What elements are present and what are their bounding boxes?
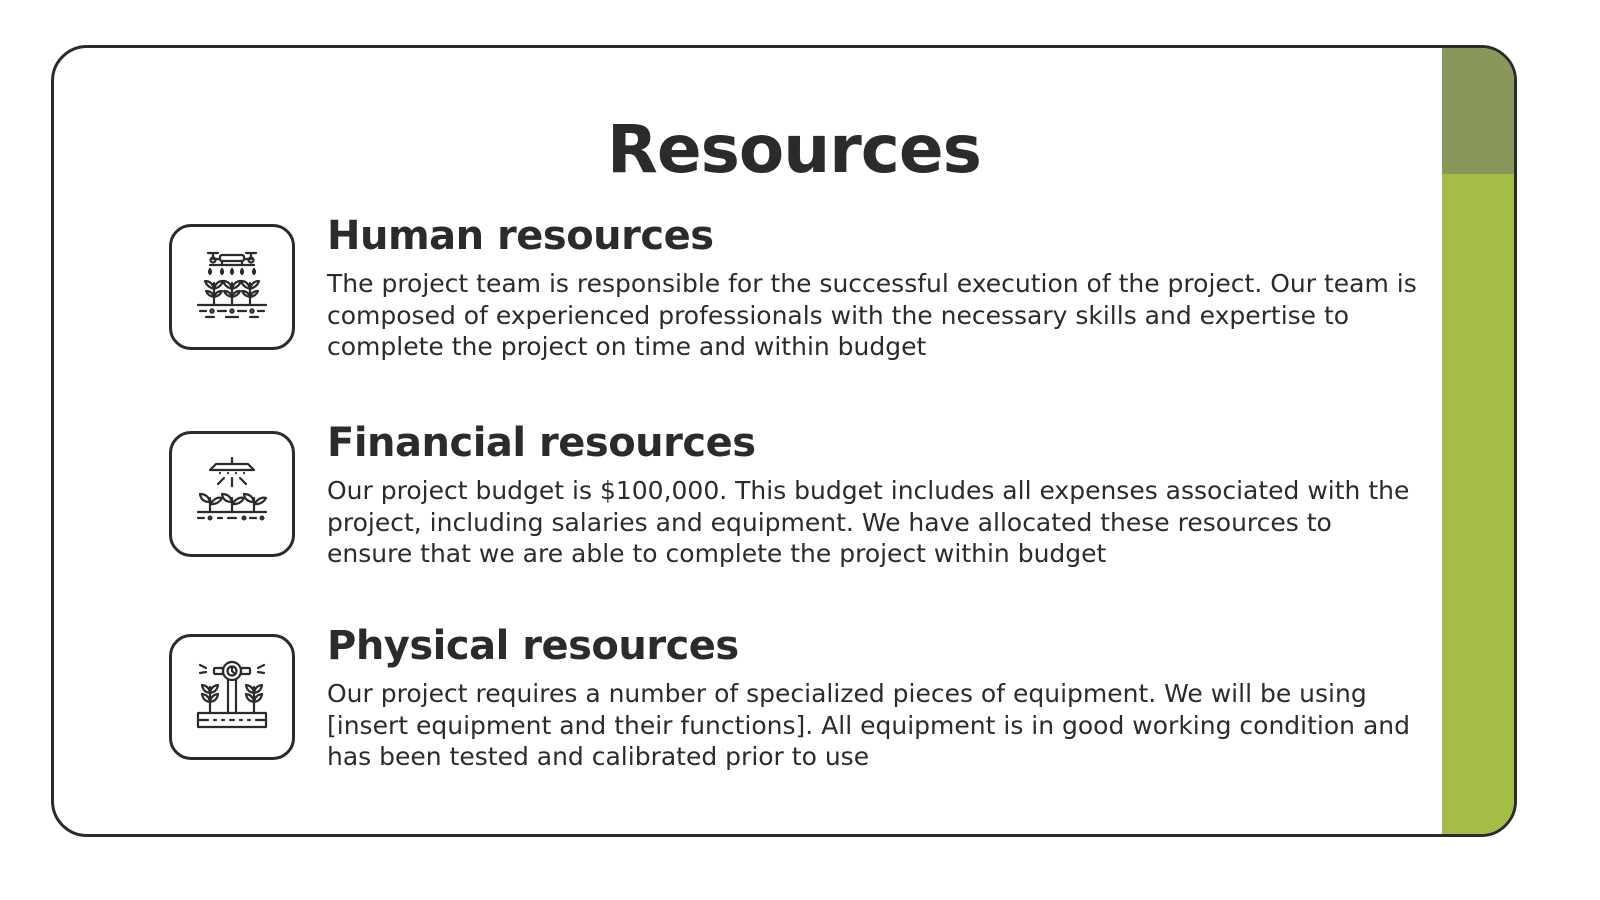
item-description: Our project budget is $100,000. This budget includes all expenses associated with the project, including salaries and equipment. We have allocated these resources to ensure that we are able to complete the project within budget: [327, 476, 1410, 568]
item-title: Financial resources: [327, 420, 756, 466]
item-description: Our project requires a number of specialized pieces of equipment. We will be using [insert equipment and their functions]. All equipment is in good working condition and has been tested and calibrated prior to use: [327, 679, 1410, 771]
accent-stripe-bottom: [1442, 174, 1514, 834]
drone-irrigation-icon: [169, 224, 295, 350]
item-description: The project team is responsible for the successful execution of the project. Our team is composed of experienced professionals with the necessary skills and expertise to complete the project on time and within budget: [327, 269, 1417, 361]
slide-title: Resources: [607, 111, 981, 188]
item-title: Physical resources: [327, 623, 739, 669]
item-title: Human resources: [327, 213, 714, 259]
slide-card: [51, 45, 1517, 837]
sensor-plants-icon: [169, 634, 295, 760]
grow-light-icon: [169, 431, 295, 557]
